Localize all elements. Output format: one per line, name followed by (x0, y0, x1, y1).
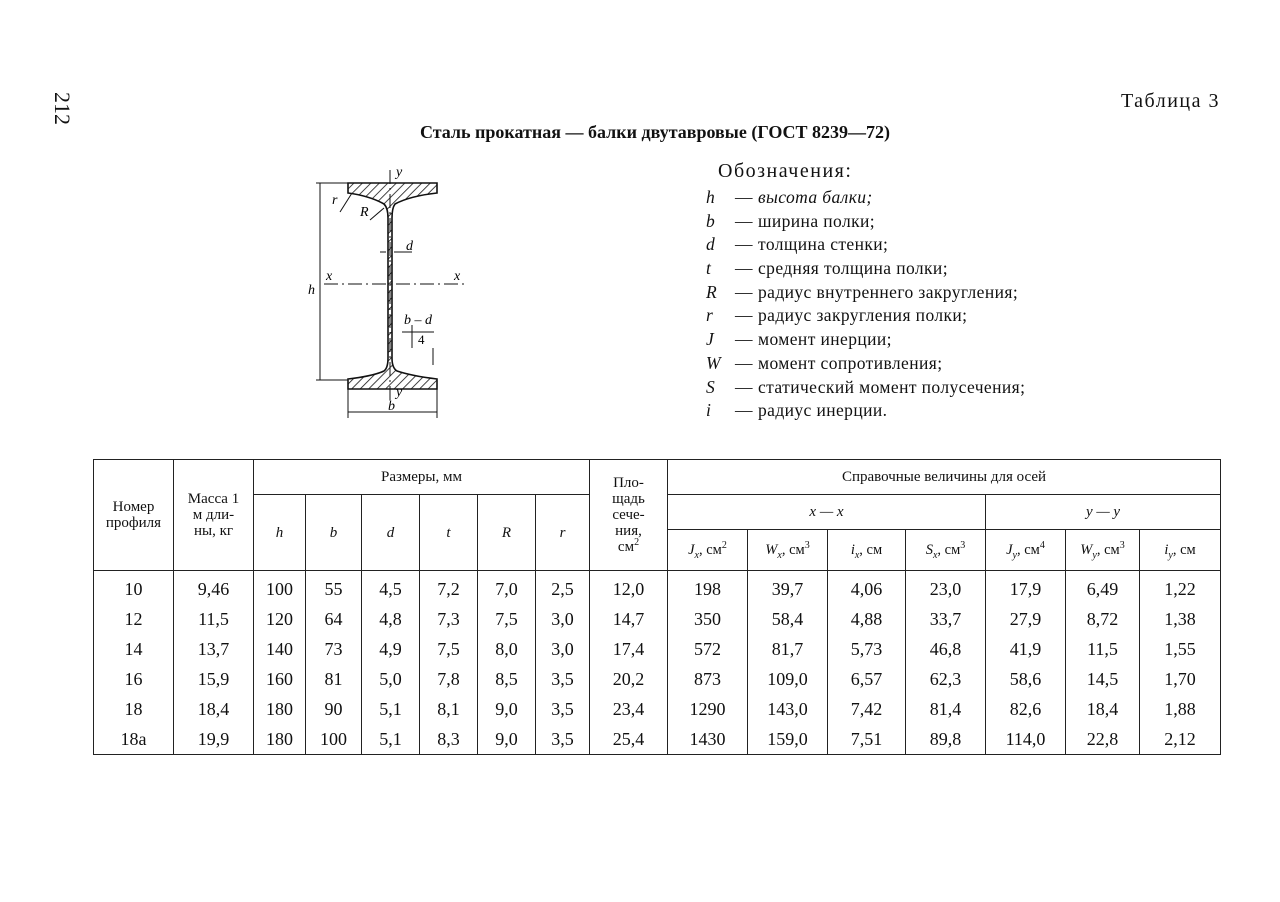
label-y-top: y (396, 165, 403, 180)
table-cell: 82,6 (986, 694, 1066, 724)
table-cell: 23,4 (590, 694, 668, 724)
legend-text: толщина стенки; (758, 234, 889, 255)
legend-dash: — (735, 329, 753, 350)
table-cell: 81 (306, 664, 362, 694)
table-cell: 22,8 (1066, 724, 1140, 755)
table-row (94, 571, 1221, 605)
table-cell: 1,55 (1140, 634, 1221, 664)
legend-text: высота балки; (758, 187, 873, 207)
legend-item (706, 352, 1025, 376)
table-cell: 7,5 (420, 634, 478, 664)
header-area: Пло- щадь сече- ния, $см^2$ (590, 460, 668, 571)
legend-text: момент инерции; (758, 329, 892, 350)
table-row (94, 634, 1221, 664)
legend-item (706, 399, 1025, 423)
table-cell: 14,5 (1066, 664, 1140, 694)
table-row (94, 724, 1221, 755)
page-number: 212 (50, 92, 75, 125)
table-cell: 12,0 (590, 571, 668, 605)
legend-dash: — (735, 187, 753, 207)
legend-text: момент сопротивления; (758, 352, 943, 373)
table-cell: 81,4 (906, 694, 986, 724)
table-cell: 7,5 (478, 604, 536, 634)
label-d: d (406, 239, 413, 254)
table-cell: 1,70 (1140, 664, 1221, 694)
header-dimensions: Размеры, мм (254, 460, 590, 495)
header-mass: Масса 1 м дли- ны, кг (174, 460, 254, 571)
table-cell: 20,2 (590, 664, 668, 694)
table-cell: 11,5 (1066, 634, 1140, 664)
table-cell: 14 (94, 634, 174, 664)
table-cell: 7,51 (828, 724, 906, 755)
table-cell: 25,4 (590, 724, 668, 755)
legend-dash: — (735, 281, 753, 302)
table-cell: 350 (668, 604, 748, 634)
legend-dash: — (735, 258, 753, 279)
table-cell: 81,7 (748, 634, 828, 664)
table-cell: 10 (94, 571, 174, 605)
label-h: h (308, 283, 315, 298)
table-cell: 100 (254, 571, 306, 605)
legend-text: средняя толщина полки; (758, 258, 948, 279)
table-cell: 64 (306, 604, 362, 634)
table-cell: 4,9 (362, 634, 420, 664)
header-ix: $i_x$, см (828, 530, 906, 571)
table-cell: 18 (94, 694, 174, 724)
table-cell: 8,0 (478, 634, 536, 664)
table-cell: 41,9 (986, 634, 1066, 664)
legend-text: радиус закругления полки; (758, 305, 968, 326)
table-cell: 1430 (668, 724, 748, 755)
table-cell: 4,06 (828, 571, 906, 605)
legend-symbol: d (706, 234, 716, 255)
beam-table (93, 459, 1221, 755)
header-jx: $J_x$, $см^2$ (668, 530, 748, 571)
table-cell: 15,9 (174, 664, 254, 694)
table-cell: 23,0 (906, 571, 986, 605)
table-cell: 11,5 (174, 604, 254, 634)
table-cell: 90 (306, 694, 362, 724)
table-cell: 39,7 (748, 571, 828, 605)
legend-item (706, 376, 1025, 400)
legend-text: радиус инерции. (758, 400, 888, 421)
table-cell: 17,9 (986, 571, 1066, 605)
table-cell: 46,8 (906, 634, 986, 664)
label-R: R (360, 205, 369, 220)
legend-item (706, 257, 1025, 281)
legend-dash: — (735, 376, 753, 397)
table-cell: 140 (254, 634, 306, 664)
table-cell: 18,4 (174, 694, 254, 724)
table-cell: 180 (254, 724, 306, 755)
label-slope-den: 4 (418, 332, 425, 347)
table-cell: 9,0 (478, 694, 536, 724)
header-sx: $S_x$, $см^3$ (906, 530, 986, 571)
table-cell: 5,73 (828, 634, 906, 664)
table-cell: 3,5 (536, 724, 590, 755)
table-cell: 4,8 (362, 604, 420, 634)
header-dim-h: h (254, 495, 306, 571)
table-cell: 1,22 (1140, 571, 1221, 605)
legend-symbol: S (706, 376, 716, 397)
table-cell: 62,3 (906, 664, 986, 694)
legend-item (706, 186, 1025, 210)
table-cell: 58,4 (748, 604, 828, 634)
label-r: r (332, 193, 338, 208)
table-cell: 120 (254, 604, 306, 634)
legend-symbol: t (706, 258, 712, 279)
table-cell: 114,0 (986, 724, 1066, 755)
header-dim-R: R (478, 495, 536, 571)
table-row (94, 664, 1221, 694)
table-cell: 73 (306, 634, 362, 664)
table-cell: 7,42 (828, 694, 906, 724)
table-cell: 3,0 (536, 604, 590, 634)
table-cell: 6,49 (1066, 571, 1140, 605)
legend-symbol: r (706, 305, 714, 326)
table-cell: 572 (668, 634, 748, 664)
table-row (94, 694, 1221, 724)
legend-item (706, 304, 1025, 328)
legend-dash: — (735, 210, 753, 231)
table-cell: 55 (306, 571, 362, 605)
header-dim-b: b (306, 495, 362, 571)
header-reference: Справочные величины для осей (668, 460, 1221, 495)
table-cell: 9,0 (478, 724, 536, 755)
legend-symbol: h (706, 187, 716, 207)
table-row (94, 604, 1221, 634)
legend-heading: Обозначения: (718, 160, 853, 182)
table-cell: 6,57 (828, 664, 906, 694)
table-cell: 8,3 (420, 724, 478, 755)
header-dim-t: t (420, 495, 478, 571)
table-cell: 58,6 (986, 664, 1066, 694)
table-cell: 1290 (668, 694, 748, 724)
table-cell: 2,5 (536, 571, 590, 605)
table-cell: 198 (668, 571, 748, 605)
table-cell: 8,5 (478, 664, 536, 694)
legend-symbol: R (706, 281, 718, 302)
table-cell: 19,9 (174, 724, 254, 755)
legend-dash: — (735, 400, 753, 421)
table-cell: 7,3 (420, 604, 478, 634)
table-cell: 13,7 (174, 634, 254, 664)
header-dim-r: r (536, 495, 590, 571)
legend-dash: — (735, 352, 753, 373)
table-cell: 143,0 (748, 694, 828, 724)
table-cell: 1,38 (1140, 604, 1221, 634)
header-dim-d: d (362, 495, 420, 571)
table-cell: 7,2 (420, 571, 478, 605)
table-cell: 8,1 (420, 694, 478, 724)
table-cell: 16 (94, 664, 174, 694)
legend-dash: — (735, 234, 753, 255)
table-cell: 7,8 (420, 664, 478, 694)
label-y-bottom: y (396, 385, 403, 400)
legend-item (706, 281, 1025, 305)
table-cell: 17,4 (590, 634, 668, 664)
i-beam-diagram (300, 160, 480, 430)
table-cell: 14,7 (590, 604, 668, 634)
table-cell: 4,88 (828, 604, 906, 634)
table-cell: 8,72 (1066, 604, 1140, 634)
table-cell: 27,9 (986, 604, 1066, 634)
legend-symbol: b (706, 210, 716, 231)
table-cell: 2,12 (1140, 724, 1221, 755)
table-cell: 1,88 (1140, 694, 1221, 724)
legend-item (706, 328, 1025, 352)
page-title: Сталь прокатная — балки двутавровые (ГОСТ 8239—72) (419, 122, 891, 142)
legend-symbol: i (706, 400, 712, 421)
legend-text: статический момент полусечения; (758, 376, 1026, 397)
legend-item (706, 210, 1025, 234)
label-x-right: x (454, 269, 461, 284)
table-cell: 109,0 (748, 664, 828, 694)
table-label: Таблица 3 (1120, 90, 1220, 112)
table-cell: 3,0 (536, 634, 590, 664)
table-cell: 5,1 (362, 694, 420, 724)
header-axis-y: y — y (986, 495, 1221, 530)
legend-text: радиус внутреннего закругления; (758, 281, 1019, 302)
label-b: b (388, 399, 395, 414)
legend (706, 160, 1025, 423)
legend-symbol: W (706, 352, 721, 373)
legend-item (706, 233, 1025, 257)
table-cell: 4,5 (362, 571, 420, 605)
label-slope-num: b – d (404, 313, 432, 328)
table-cell: 100 (306, 724, 362, 755)
table-cell: 12 (94, 604, 174, 634)
label-x-left: x (326, 269, 333, 284)
table-cell: 33,7 (906, 604, 986, 634)
table-cell: 3,5 (536, 664, 590, 694)
header-profile: Номер профиля (94, 460, 174, 571)
table-cell: 5,0 (362, 664, 420, 694)
legend-symbol: J (706, 329, 715, 350)
table-cell: 873 (668, 664, 748, 694)
header-iy: $i_y$, см (1140, 530, 1221, 571)
table-cell: 7,0 (478, 571, 536, 605)
header-jy: $J_y$, $см^4$ (986, 530, 1066, 571)
table-cell: 5,1 (362, 724, 420, 755)
table-cell: 89,8 (906, 724, 986, 755)
table-cell: 9,46 (174, 571, 254, 605)
table-cell: 159,0 (748, 724, 828, 755)
legend-text: ширина полки; (758, 210, 876, 231)
table-cell: 180 (254, 694, 306, 724)
table-cell: 18а (94, 724, 174, 755)
header-wx: $W_x$, $см^3$ (748, 530, 828, 571)
header-wy: $W_y$, $см^3$ (1066, 530, 1140, 571)
table-cell: 18,4 (1066, 694, 1140, 724)
table-cell: 3,5 (536, 694, 590, 724)
legend-dash: — (735, 305, 753, 326)
table-cell: 160 (254, 664, 306, 694)
header-axis-x: x — x (668, 495, 986, 530)
